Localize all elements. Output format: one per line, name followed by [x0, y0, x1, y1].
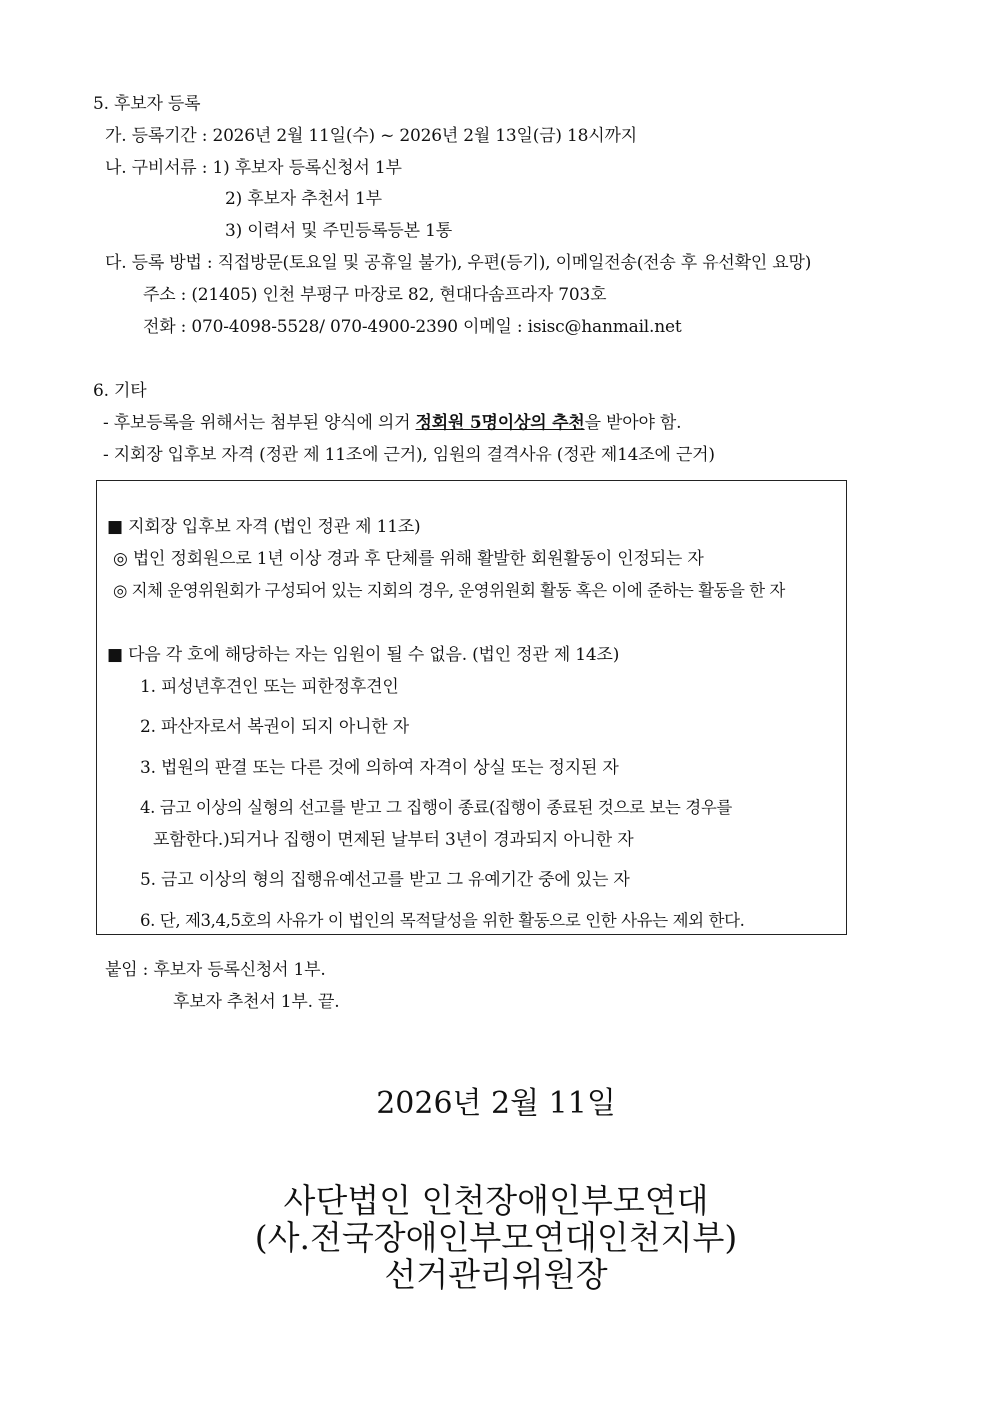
- section5-heading: 5. 후보자 등록: [93, 94, 201, 114]
- required-doc-3: 3) 이력서 및 주민등록등본 1통: [225, 221, 452, 241]
- disqualification-item-5: 5. 금고 이상의 형의 집행유예선고를 받고 그 유예기간 중에 있는 자: [140, 870, 630, 890]
- qualification-item-1: ◎ 법인 정회원으로 1년 이상 경과 후 단체를 위해 활발한 회원활동이 인정되는 자: [113, 549, 704, 569]
- disqualification-item-1: 1. 피성년후견인 또는 피한정후견인: [140, 677, 399, 697]
- organization-branch: (사.전국장애인부모연대인천지부): [254, 1218, 738, 1257]
- disqualification-item-4b: 포함한다.)되거나 집행이 면제된 날부터 3년이 경과되지 아니한 자: [153, 830, 634, 850]
- contact-phone-email: 전화 : 070-4098-5528/ 070-4900-2390 이메일 : isisc@hanmail.net: [143, 317, 682, 337]
- qualification-heading: ■ 지회장 입후보 자격 (법인 정관 제 11조): [107, 517, 421, 537]
- attachment-line-1: 붙임 : 후보자 등록신청서 1부.: [105, 960, 326, 980]
- signatory-title: 선거관리위원장: [384, 1255, 608, 1294]
- disqualification-item-6: 6. 단, 제3,4,5호의 사유가 이 법인의 목적달성을 위한 활동으로 인한 사유는 제외 한다.: [140, 911, 745, 930]
- recommendation-text-pre: - 후보등록을 위해서는 첨부된 양식에 의거: [103, 413, 416, 433]
- address: 주소 : (21405) 인천 부평구 마장로 82, 현대다솜프라자 703호: [143, 285, 607, 305]
- required-doc-2: 2) 후보자 추천서 1부: [225, 189, 382, 209]
- recommendation-highlight: 정회원 5명이상의 추천: [415, 413, 585, 433]
- issue-date: 2026년 2월 11일: [376, 1086, 616, 1121]
- section6-heading: 6. 기타: [93, 381, 147, 401]
- required-docs-label: 나. 구비서류 : 1) 후보자 등록신청서 1부: [105, 158, 402, 178]
- recommendation-text-post: 을 받아야 함.: [584, 413, 682, 433]
- disqualification-item-2: 2. 파산자로서 복권이 되지 아니한 자: [140, 717, 409, 737]
- qualification-item-2: ◎ 지체 운영위원회가 구성되어 있는 지회의 경우, 운영위원회 활동 혹은 이에 준하는 활동을 한 자: [113, 581, 785, 600]
- attachment-line-2: 후보자 추천서 1부. 끝.: [173, 992, 340, 1012]
- registration-method: 다. 등록 방법 : 직접방문(토요일 및 공휴일 불가), 우편(등기), 이메일전송(전송 후 유선확인 요망): [105, 253, 812, 273]
- disqualification-item-3: 3. 법원의 판결 또는 다른 것에 의하여 자격이 상실 또는 정지된 자: [140, 758, 619, 778]
- organization-name: 사단법인 인천장애인부모연대: [283, 1181, 709, 1220]
- recommendation-requirement: [103, 412, 681, 434]
- disqualification-heading: ■ 다음 각 호에 해당하는 자는 임원이 될 수 없음. (법인 정관 제 14조): [107, 645, 620, 665]
- eligibility-reference: - 지회장 입후보 자격 (정관 제 11조에 근거), 임원의 결격사유 (정관 제14조에 근거): [103, 445, 715, 465]
- registration-period: 가. 등록기간 : 2026년 2월 11일(수) ~ 2026년 2월 13일(금) 18시까지: [105, 126, 637, 146]
- disqualification-item-4a: 4. 금고 이상의 실형의 선고를 받고 그 집행이 종료(집행이 종료된 것으로 보는 경우를: [140, 798, 732, 817]
